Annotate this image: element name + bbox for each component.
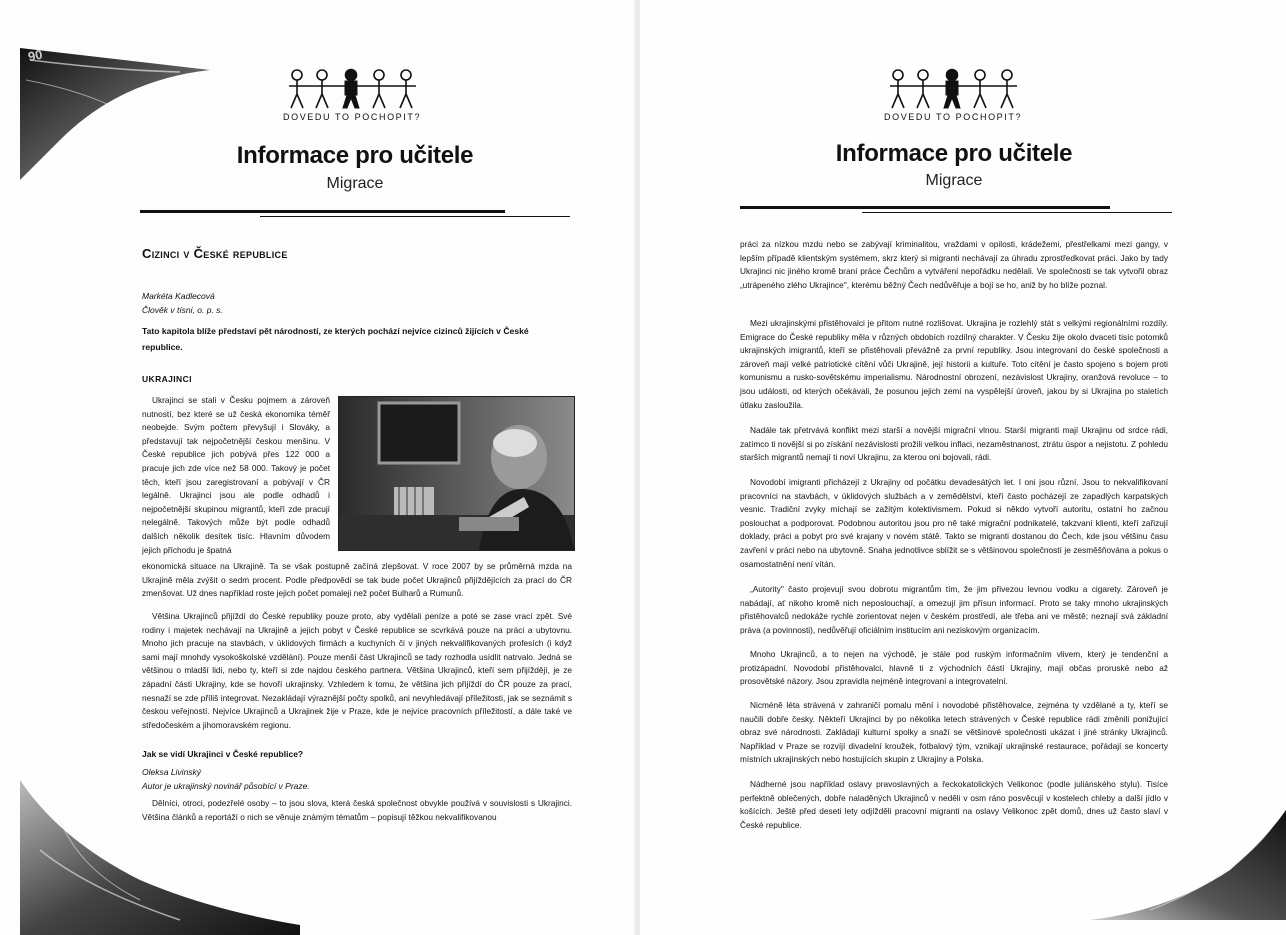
page-number: 90	[26, 46, 44, 65]
page-title: Informace pro učitele	[236, 142, 474, 169]
author-name: Markéta Kadlecová	[142, 291, 215, 301]
second-author-name: Oleksa Livinský	[142, 767, 202, 777]
header-rule-thick	[140, 210, 505, 213]
author-organization: Člověk v tísni, o. p. s.	[142, 305, 223, 315]
logo-text: DOVEDU TO POCHOPIT?	[884, 112, 1023, 122]
children-chain-logo-icon	[886, 68, 1021, 110]
subheading-ukrajinci: UKRAJINCI	[142, 374, 192, 384]
chapter-lead: Tato kapitola blíže představí pět národností, ze kterých pochází nejvíce cizinců žijících v České republice.	[142, 326, 529, 352]
logo	[283, 68, 421, 122]
paragraph-1: práci za nízkou mzdu nebo se zabývají kriminalitou, vraždami v opilosti, krádežemi, přestřelkami mezi gangy, v lepším případě klientským systémem, skrz který si migranti nechávají za úhradu zprostředkovat práci. Jako by tady Ukrajinci nic jiného kromě braní práce Čechům a vytváření nepořádku nedělali. Ve společnosti se tak vytvořil obraz „utrápeného zlého Ukrajince", kterému běžný Čech nedůvěřuje a bojí se ho, aniž by ho blíže poznal.	[740, 239, 1168, 290]
header-rule-thin	[862, 212, 1172, 213]
logo	[884, 68, 1022, 122]
photo-ukrainian-man	[338, 396, 575, 551]
page-title: Informace pro učitele	[835, 140, 1073, 167]
paragraph-3: Nadále tak přetrvává konflikt mezi starší a novější migrační vlnou. Starší migranti mají Ukrajinu od srdce rádi, zatímco ti novější si po získání nezávislosti prožili velkou inflaci, nezaměstnanost, ztrátu úspor a nejistotu. Z pohledu starších migrantů nemají ti noví Ukrajinu, za kterou oni bojovali, rádi.	[740, 425, 1168, 463]
right-page	[640, 0, 1286, 935]
paragraph-4: Novodobí imigranti přicházejí z Ukrajiny od počátku devadesátých let. I oni jsou různí. Jsou to nekvalifikovaní pracovníci na stavbách, v úklidových službách a v zemědělství, kteří často pocházejí ze zapadlých karpatských vesnic. Tradiční zvyky míchají se zažitým kolektivismem. Pokud si někdo vytvoří autoritu, ostatní ho začnou poslouchat a podporovat. Podobnou autoritou jsou pro ně také migrační podnikatelé, takzvaní klienti, kteří zařizují doklady, práci a pobyt pro své krajany v novém státě. Takto se migranti dostanou do Čech, kde jsou většinu času zavření v práci nebo na ubytovně. Snaha jednotlivce sblížit se s většinovou společností je zesměšňována a pokus o osamostatnění není vítán.	[740, 477, 1168, 569]
header-rule-thin	[260, 216, 570, 217]
paragraph-2: Mezi ukrajinskými přistěhovalci je přitom nutné rozlišovat. Ukrajina je rozlehlý stát s velkými regionálními rozdíly. Emigrace do České republiky měla v různých obdobích rozdílný charakter. V Česku žije okolo dvaceti tisíc potomků ukrajinských imigrantů, kteří se přistěhovali převážně za první republiky. Jsou integrovaní do české společnosti a zároveň mají velké patriotické cítění vůči Ukrajině, její historii a kultuře. Toto cítění je často spojeno s bojem proti komunismu a rusko-sovětskému imperialismu. Národnostní obrození, nezávislost Ukrajiny, oranžová revoluce – to jsou události, od kterých očekávali, že posunou jejich zemi na vyspělejší úroveň, jakou by si Ukrajina po staletích útlaku zasloužila.	[740, 318, 1168, 410]
paragraph-perception: Dělníci, otroci, podezřelé osoby – to jsou slova, která česká společnost obvykle používá v souvislosti s Ukrajinci. Většina článků a reportáží o nich se věnuje známým tématům – popisují těžkou nekvalifikovanou	[142, 798, 572, 822]
page-subtitle: Migrace	[326, 175, 384, 192]
paragraph-6: Mnoho Ukrajinců, a to nejen na východě, je stále pod ruským informačním vlivem, který je tendenční a protizápadní. Novodobí přistěhovalci, hlavně ti z východních částí Ukrajiny, mají občas proruské nebo až prosovětské názory. Jsou zpravidla nejméně integrovaní a integrovatelní.	[740, 649, 1168, 687]
paragraph-5: „Autority" často projevují svou dobrotu migrantům tím, že jim přivezou levnou vodku a cigarety. Zároveň je nabádají, ať nikoho kromě nich neposlouchají, a omezují jim přísun informací. Proto se taky mnoho ukrajinských přistěhovalců nedokáže rychle zorientovat nejen v českém prostředí, ale třeba ani ve městě; neznají svá základní práva (a povinnosti), nedůvěřují oficiálním institucím ani neziskovým organizacím.	[740, 584, 1168, 635]
question-heading: Jak se vidí Ukrajinci v České republice?	[142, 749, 304, 759]
decorative-corner-bottom-left	[0, 780, 300, 935]
children-chain-logo-icon	[285, 68, 420, 110]
header-rule-thick	[740, 206, 1110, 209]
section-heading: Cizinci v České republice	[142, 246, 288, 261]
decorative-corner-bottom-right	[1070, 810, 1286, 935]
paragraph-intro-wide: ekonomická situace na Ukrajině. Ta se však postupně začíná zlepšovat. V roce 2007 by se průměrná mzda na Ukrajině měla zvýšit o sedm procent. Podle předpovědí se tak bude počet Ukrajinců přijíždějících za prací do ČR zmenšovat. Už dnes například roste jejich počet pomaleji než počet Bulharů a Rumunů.	[142, 561, 572, 599]
page-subtitle: Migrace	[925, 172, 983, 189]
paragraph-8: Nádherné jsou například oslavy pravoslavných a řeckokatolických Velikonoc (podle juliánského stylu). Tisíce perfektně oblečených, dobře naladěných Ukrajinců v neděli v osm ráno posvěcují v kostelech chleby a další jídlo v košících. Ještě před deseti lety odjížděli pracovní migranti na oslavy Velikonoc zpět domů, dnes už často slaví v České republice.	[740, 779, 1168, 830]
left-page	[0, 0, 636, 935]
paragraph-7: Nicméně léta strávená v zahraničí pomalu mění i novodobé přistěhovalce, zejména ty vzdělané a ty, kteří se naučili dobře česky. Někteří Ukrajinci by po několika letech strávených v České republice rádi změnili ponižující obraz své národnosti. Zakládají kulturní spolky a snaží se většinové společnosti ukázat i jiné stránky Ukrajinců. Například v Praze se rozvíjí divadelní kroužek, fotbalový tým, vznikají ukrajinské restaurace, pořádají se koncerty místních ukrajinských nebo hostujících skupin z Ukrajiny a Polska.	[740, 700, 1168, 765]
second-author-role: Autor je ukrajinský novinář působící v Praze.	[142, 781, 310, 791]
logo-text: DOVEDU TO POCHOPIT?	[283, 112, 422, 122]
paragraph-intro-narrow: Ukrajinci se stali v Česku pojmem a zároveň nutností, bez které se už česká ekonomika téměř neobejde. Svým počtem převyšují i Slováky, a představují tak nejpočetnější českou menšinu. V České republice jich pobývá přes 122 000 a pracuje jich zde více než 58 000. Takový je počet těch, kteří jsou zaregistrovaní a pobývají v ČR legálně. Ukrajinci jsou ale podle odhadů i nejpočetnější skupinou migrantů, kteří zde pracují nelegálně. Takových může být podle odhadů dalších několik desítek tisíc. Hlavním důvodem jejich příchodu je špatná	[142, 395, 330, 555]
paragraph-migration: Většina Ukrajinců přijíždí do České republiky pouze proto, aby vydělali peníze a poté se zase vrací zpět. Své rodiny i majetek nechávají na Ukrajině a jejich pobyt v České republice se scvrkává pouze na práci a ubytovnu. Mnoho jich pracuje na stavbách, v úklidových firmách a kuchyních či v jiných nekvalifikovaných profesích (i když sami mají mnohdy vysokoškolské vzdělání). Pouze menší část Ukrajinců se tady rozhodla usídlit natrvalo. Jedná se většinou o mladší lidi, nebo ty, kteří si zde najdou českého partnera. Většina Ukrajinců, kteří sem přijíždějí, je ze západní části Ukrajiny, kde se hovoří ukrajinsky. Vzhledem k tomu, že většina jich přijíždí do ČR pouze za prací, nesnaží se zde příliš integrovat. Nezakládají výraznější počty spolků, ani nevyhledávají příležitosti, jak se seznámit s českou veřejností. Nejvíce Ukrajinců a Ukrajinek žije v Praze, kde je nejvíce pracovních příležitostí, a dále také ve středočeském a jihomoravském regionu.	[142, 611, 572, 730]
